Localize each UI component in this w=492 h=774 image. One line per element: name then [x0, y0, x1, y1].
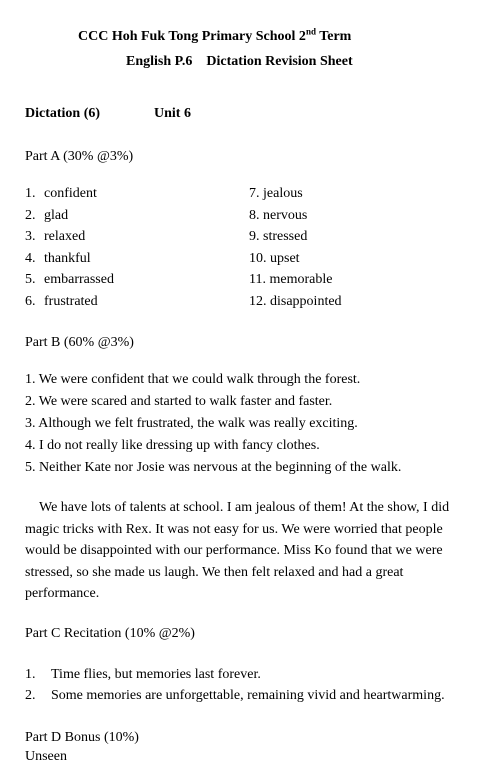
- item-word: confident: [44, 186, 97, 201]
- sentence-item: 1. We were confident that we could walk through the forest.: [25, 372, 361, 387]
- part-b-sentences: [25, 369, 401, 479]
- sentence-item: 5. Neither Kate nor Josie was nervous at the beginning of the walk.: [25, 460, 402, 475]
- item-number: 6.: [25, 293, 36, 309]
- list-item: 12. disappointed: [249, 293, 342, 309]
- list-item: [25, 183, 114, 205]
- part-a-left-list: [25, 183, 114, 312]
- item-word: embarrassed: [44, 272, 114, 287]
- part-d-note: Unseen: [25, 749, 67, 764]
- item-number: 4.: [25, 250, 36, 266]
- list-item: [25, 205, 114, 227]
- recitation-item: [25, 664, 445, 685]
- list-item: [25, 291, 114, 313]
- list-item: 11. memorable: [249, 272, 333, 287]
- list-item: [25, 269, 114, 291]
- dictation-label: Dictation (6): [25, 106, 101, 121]
- list-item: 9. stressed: [249, 229, 308, 244]
- item-number: 2.: [25, 207, 36, 223]
- item-word: frustrated: [44, 293, 98, 309]
- list-item: [25, 226, 114, 248]
- school-title-term: Term: [315, 29, 352, 44]
- school-title-text: CCC Hoh Fuk Tong Primary School 2: [78, 29, 306, 44]
- part-c-list: [25, 664, 445, 706]
- list-item: 10. upset: [249, 250, 300, 266]
- part-c-title: Part C Recitation (10% @2%): [25, 626, 195, 641]
- recitation-item: [25, 685, 445, 706]
- part-d-title: Part D Bonus (10%): [25, 730, 139, 745]
- item-number: 2.: [25, 688, 36, 703]
- item-number: 1.: [25, 667, 36, 682]
- school-title-sup: nd: [305, 26, 316, 37]
- unit-label: Unit 6: [154, 106, 191, 121]
- sentence-item: 3. Although we felt frustrated, the walk was really exciting.: [25, 416, 358, 431]
- list-item: 7. jealous: [249, 186, 303, 201]
- part-b-paragraph: We have lots of talents at school. I am jealous of them! At the show, I did magic tricks with Rex. It was not easy for us. We were worried that people would be disappointed with our performance. Miss Ko found that we were stressed, so she made us laugh. We then felt relaxed and had a great performance.: [25, 500, 450, 601]
- school-title: [78, 26, 352, 45]
- item-number: 5.: [25, 272, 36, 287]
- item-word: glad: [44, 207, 69, 223]
- list-item: 8. nervous: [249, 207, 308, 223]
- recitation-text: Time flies, but memories last forever.: [51, 667, 261, 682]
- sentence-item: 2. We were scared and started to walk faster and faster.: [25, 394, 333, 409]
- item-word: thankful: [44, 250, 91, 266]
- item-number: 3.: [25, 229, 36, 244]
- sheet-title: English P.6 Dictation Revision Sheet: [126, 54, 353, 69]
- recitation-text: Some memories are unforgettable, remaining vivid and heartwarming.: [51, 688, 445, 703]
- item-number: 1.: [25, 186, 36, 201]
- list-item: [25, 248, 114, 270]
- part-a-right-list: [249, 183, 342, 312]
- part-b-title: Part B (60% @3%): [25, 335, 134, 350]
- sentence-item: 4. I do not really like dressing up with fancy clothes.: [25, 438, 320, 453]
- item-word: relaxed: [44, 229, 86, 244]
- part-a-title: Part A (30% @3%): [25, 149, 134, 164]
